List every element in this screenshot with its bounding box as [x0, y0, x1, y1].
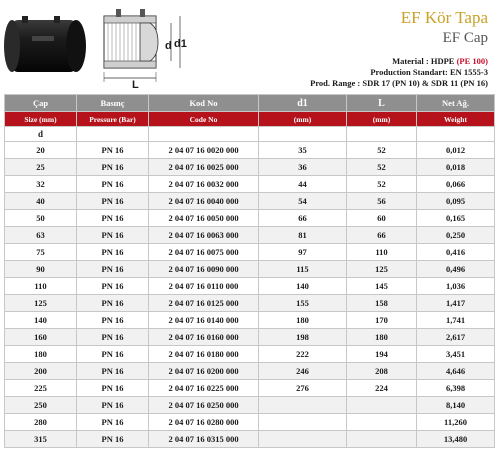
cell-size: 125: [5, 295, 77, 312]
cell-weight: 1,036: [417, 278, 495, 295]
cell-d1: 155: [259, 295, 347, 312]
cell-code: 2 04 07 16 0063 000: [149, 227, 259, 244]
table-row: [5, 159, 495, 176]
cell-size: 75: [5, 244, 77, 261]
cell-size: 225: [5, 380, 77, 397]
cell-size: 140: [5, 312, 77, 329]
cell-L: [347, 414, 417, 431]
cell-pressure: PN 16: [77, 431, 149, 448]
standard-line: Production Standart: EN 1555-3: [370, 67, 488, 77]
cell-L: 110: [347, 244, 417, 261]
cell-d1: 44: [259, 176, 347, 193]
cell-code: 2 04 07 16 0025 000: [149, 159, 259, 176]
header-row-sub: [5, 112, 495, 127]
col-pressure-en: Pressure (Bar): [77, 112, 149, 127]
cell-size: 200: [5, 363, 77, 380]
cell-weight: 11,260: [417, 414, 495, 431]
cell-weight: 1,741: [417, 312, 495, 329]
cell-pressure: PN 16: [77, 346, 149, 363]
cell-code: 2 04 07 16 0020 000: [149, 142, 259, 159]
cell-pressure: PN 16: [77, 363, 149, 380]
cell-d1: [259, 397, 347, 414]
cell-code: 2 04 07 16 0040 000: [149, 193, 259, 210]
cell-pressure: PN 16: [77, 210, 149, 227]
product-photo-image: [2, 14, 90, 78]
col-d1: d1: [259, 95, 347, 112]
cell-d1: 97: [259, 244, 347, 261]
table-row: [5, 261, 495, 278]
table-row: [5, 176, 495, 193]
technical-drawing: [96, 4, 206, 90]
cell-weight: 0,066: [417, 176, 495, 193]
cell-weight: 0,018: [417, 159, 495, 176]
cell-d1: 54: [259, 193, 347, 210]
col-size-en: Size (mm): [5, 112, 77, 127]
table-row: [5, 363, 495, 380]
cell-weight: 0,012: [417, 142, 495, 159]
cell-L: 180: [347, 329, 417, 346]
table-row: [5, 397, 495, 414]
cell-weight: 6,398: [417, 380, 495, 397]
cell-d1: 66: [259, 210, 347, 227]
drawing-label-d: d: [165, 40, 172, 52]
table-row: [5, 193, 495, 210]
cell-d1: [259, 414, 347, 431]
cell-size: 110: [5, 278, 77, 295]
col-pressure-tr: Basınç: [77, 95, 149, 112]
cell-pressure: PN 16: [77, 295, 149, 312]
cell-weight: 2,617: [417, 329, 495, 346]
cell-L: [347, 397, 417, 414]
cell-L: 60: [347, 210, 417, 227]
material-label: Material : HDPE: [392, 56, 455, 66]
cell-weight: 0,416: [417, 244, 495, 261]
cell-weight: 8,140: [417, 397, 495, 414]
cell-d1: 35: [259, 142, 347, 159]
title-turkish: EF Kör Tapa: [400, 8, 488, 27]
table-row: [5, 380, 495, 397]
table-row: [5, 210, 495, 227]
cell-L: 52: [347, 176, 417, 193]
cell-weight: 4,646: [417, 363, 495, 380]
cell-L: 224: [347, 380, 417, 397]
table-row: [5, 295, 495, 312]
cell-weight: 0,095: [417, 193, 495, 210]
col-weight-en: Weight: [417, 112, 495, 127]
cell-d1: [259, 431, 347, 448]
cell-L: 145: [347, 278, 417, 295]
drawing-label-L: L: [132, 79, 139, 91]
cell-weight: 3,451: [417, 346, 495, 363]
cell-size: 160: [5, 329, 77, 346]
cell-L: 52: [347, 159, 417, 176]
cell-code: 2 04 07 16 0140 000: [149, 312, 259, 329]
cell-code: 2 04 07 16 0200 000: [149, 363, 259, 380]
cell-L: 170: [347, 312, 417, 329]
col-code-en: Code No: [149, 112, 259, 127]
cell-pressure: PN 16: [77, 244, 149, 261]
material-line: [392, 56, 488, 66]
cell-pressure: PN 16: [77, 227, 149, 244]
cell-weight: 1,417: [417, 295, 495, 312]
cell-code: 2 04 07 16 0315 000: [149, 431, 259, 448]
cell-pressure: PN 16: [77, 278, 149, 295]
cell-L: 66: [347, 227, 417, 244]
d-label-row: [5, 127, 495, 142]
drawing-label-d1: d1: [174, 38, 187, 50]
table-row: [5, 414, 495, 431]
cell-code: 2 04 07 16 0032 000: [149, 176, 259, 193]
header-row-top: [5, 95, 495, 112]
cell-size: 280: [5, 414, 77, 431]
cell-d1: 140: [259, 278, 347, 295]
range-line: Prod. Range : SDR 17 (PN 10) & SDR 11 (PN 16): [310, 78, 488, 88]
cell-d1: 198: [259, 329, 347, 346]
cell-d1: 180: [259, 312, 347, 329]
table-row: [5, 431, 495, 448]
cell-L: [347, 431, 417, 448]
col-size-tr: Çap: [5, 95, 77, 112]
cell-code: 2 04 07 16 0050 000: [149, 210, 259, 227]
cell-pressure: PN 16: [77, 329, 149, 346]
cell-size: 20: [5, 142, 77, 159]
cell-pressure: PN 16: [77, 261, 149, 278]
cell-weight: 0,250: [417, 227, 495, 244]
cell-pressure: PN 16: [77, 414, 149, 431]
cell-d1: 115: [259, 261, 347, 278]
col-weight-tr: Net Ağ.: [417, 95, 495, 112]
product-table: [4, 94, 495, 448]
cell-L: 56: [347, 193, 417, 210]
cell-d1: 276: [259, 380, 347, 397]
cell-pressure: PN 16: [77, 176, 149, 193]
table-row: [5, 312, 495, 329]
table-row: [5, 244, 495, 261]
cell-size: 315: [5, 431, 77, 448]
cell-size: 50: [5, 210, 77, 227]
cell-L: 158: [347, 295, 417, 312]
cell-size: 25: [5, 159, 77, 176]
cell-pressure: PN 16: [77, 397, 149, 414]
material-grade: (PE 100): [456, 56, 488, 66]
cell-code: 2 04 07 16 0075 000: [149, 244, 259, 261]
cell-size: 40: [5, 193, 77, 210]
col-code-tr: Kod No: [149, 95, 259, 112]
cell-code: 2 04 07 16 0180 000: [149, 346, 259, 363]
table-row: [5, 278, 495, 295]
col-L: L: [347, 95, 417, 112]
cell-pressure: PN 16: [77, 312, 149, 329]
cell-d1: 81: [259, 227, 347, 244]
cell-size: 63: [5, 227, 77, 244]
table-row: [5, 227, 495, 244]
cell-pressure: PN 16: [77, 159, 149, 176]
cell-size: 32: [5, 176, 77, 193]
cell-code: 2 04 07 16 0090 000: [149, 261, 259, 278]
cell-weight: 0,165: [417, 210, 495, 227]
cell-code: 2 04 07 16 0125 000: [149, 295, 259, 312]
cell-code: 2 04 07 16 0280 000: [149, 414, 259, 431]
cell-d1: 222: [259, 346, 347, 363]
cell-code: 2 04 07 16 0110 000: [149, 278, 259, 295]
cell-code: 2 04 07 16 0160 000: [149, 329, 259, 346]
title-english: EF Cap: [442, 30, 488, 46]
cell-pressure: PN 16: [77, 142, 149, 159]
cell-d1: 246: [259, 363, 347, 380]
col-d1-unit: (mm): [259, 112, 347, 127]
header-area: [0, 0, 498, 92]
cell-L: 208: [347, 363, 417, 380]
cell-code: 2 04 07 16 0250 000: [149, 397, 259, 414]
cell-L: 52: [347, 142, 417, 159]
cell-weight: 0,496: [417, 261, 495, 278]
cell-L: 125: [347, 261, 417, 278]
col-L-unit: (mm): [347, 112, 417, 127]
cell-size: 250: [5, 397, 77, 414]
cell-pressure: PN 16: [77, 193, 149, 210]
cell-size: 180: [5, 346, 77, 363]
cell-d1: 36: [259, 159, 347, 176]
table-row: [5, 142, 495, 159]
table-row: [5, 329, 495, 346]
cell-size: 90: [5, 261, 77, 278]
cell-pressure: PN 16: [77, 380, 149, 397]
table-row: [5, 346, 495, 363]
cell-weight: 13,480: [417, 431, 495, 448]
cell-code: 2 04 07 16 0225 000: [149, 380, 259, 397]
d-label: d: [5, 127, 77, 142]
cell-L: 194: [347, 346, 417, 363]
